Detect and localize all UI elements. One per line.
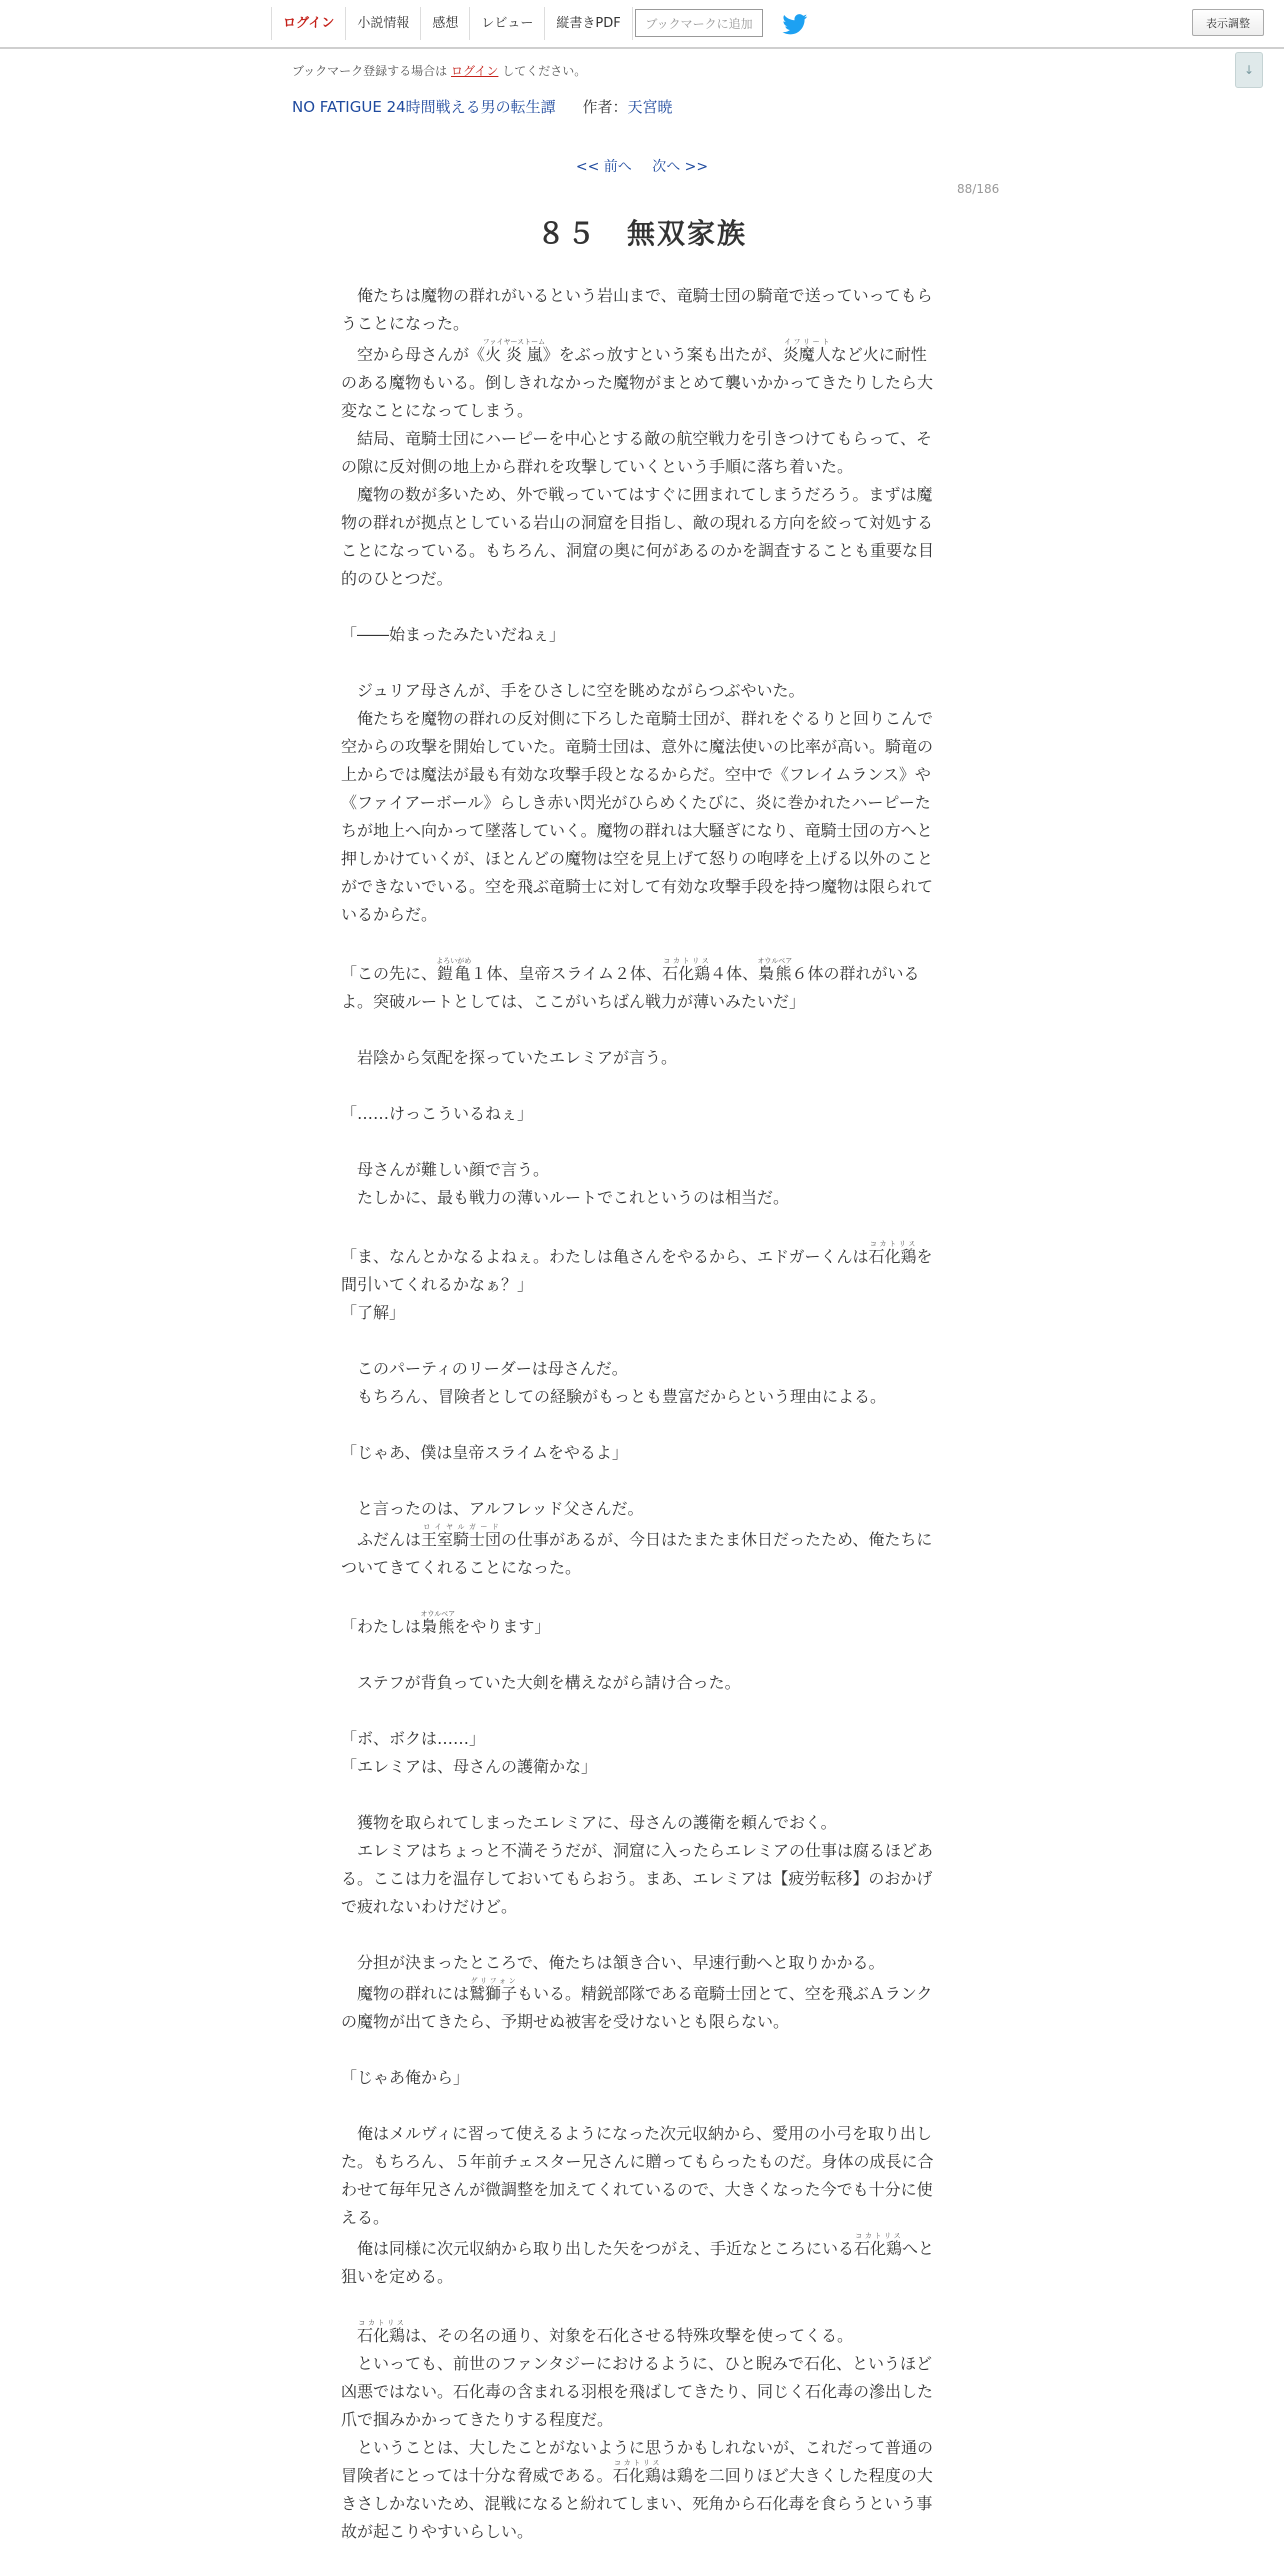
top-header [0,0,1284,49]
novel-title-link[interactable]: NO FATIGUE 24時間戦える男の転生譚 [292,98,556,116]
body-paragraph: 「じゃあ、僕は皇帝スライムをやるよ」 [341,1443,628,1462]
blank-line [341,1582,935,1610]
body-paragraph: もちろん、冒険者としての経験がもっとも豊富だからという理由による。 [341,1387,886,1406]
arrow-down-icon[interactable]: ↓ [1235,52,1263,88]
nav-vertical-pdf[interactable]: 縦書きPDF [545,7,632,40]
blank-line [341,1128,935,1156]
notice-login-link[interactable]: ログイン [451,64,499,78]
body-paragraph: ふだんは王室騎士団ロイヤルガードの仕事があるが、今日はたまたま休日だったため、俺たちについてきてくれることになった。 [341,1523,933,1577]
ruby-text: 石化鶏コカトリス [612,2459,661,2485]
body-paragraph: 魔物の群れには鷲獅子グリフォンもいる。精鋭部隊である竜騎士団とて、空を飛ぶＡランクの魔物が出てきたら、予期せぬ被害を受けないとも限らない。 [341,1977,933,2031]
body-paragraph: 「……けっこういるねぇ」 [341,1104,534,1123]
blank-line [341,1781,935,1809]
nav-impressions[interactable]: 感想 [421,7,470,40]
body-paragraph: ジュリア母さんが、手をひさしに空を眺めながらつぶやいた。 [341,681,805,700]
body-paragraph: 空から母さんが《火炎嵐ファイヤーストーム》をぶっ放すという案も出たが、炎魔人イフリートなど火に耐性のある魔物もいる。倒しきれなかった魔物がまとめて襲いかかってきたりしたら大変なことになってしまう。 [341,338,934,420]
chapter-title: ８５ 無双家族 [536,217,747,250]
ruby-text: 梟熊オウルベア [757,957,793,983]
body-paragraph: エレミアはちょっと不満そうだが、洞窟に入ったらエレミアの仕事は腐るほどある。ここは力を温存しておいてもらおう。まあ、エレミアは【疲労転移】のおかげで疲れないわけだけど。 [341,1841,934,1916]
ruby-text: 石化鶏コカトリス [868,1240,917,1266]
body-paragraph: たしかに、最も戦力の薄いルートでこれというのは相当だ。 [341,1188,790,1207]
body-paragraph: 「――始まったみたいだねぇ」 [341,625,566,644]
body-paragraph: 「ま、なんとかなるよねぇ。わたしは亀さんをやるから、エドガーくんは石化鶏コカトリスを間引いてくれるかなぁ？」 [341,1240,933,1294]
blank-line [341,649,935,677]
ruby-text: 炎魔人イフリート [782,338,831,364]
chapter-pager [0,156,1284,176]
body-paragraph: ステフが背負っていた大剣を構えながら請け合った。 [341,1673,741,1692]
ruby-text: 石化鶏コカトリス [853,2232,902,2258]
body-paragraph: ということは、大したことがないように思うかもしれないが、これだって普通の冒険者にとっては十分な脅威である。石化鶏コカトリスは鶏を二回りほど大きくした程度の大きさしかないため、混戦になると紛れてしまい、死角から石化毒を食らうという事故が起こりやすいらしい。 [341,2438,934,2541]
blank-line [341,1697,935,1725]
body-paragraph: 俺は同様に次元収納から取り出した矢をつがえ、手近なところにいる石化鶏コカトリスへと狙いを定める。 [341,2232,934,2286]
author-link[interactable]: 天宮暁 [627,98,673,116]
body-paragraph: 俺たちを魔物の群れの反対側に下ろした竜騎士団が、群れをぐるりと回りこんで空からの攻撃を開始していた。竜騎士団は、意外に魔法使いの比率が高い。騎竜の上からでは魔法が最も有効な攻撃手段となるからだ。空中で《フレイムランス》や《ファイアーボール》らしき赤い閃光がひらめくたびに、炎に巻かれたハーピーたちが地上へ向かって墜落していく。魔物の群れは大騒ぎになり、竜騎士団の方へと押しかけていくが、ほとんどの魔物は空を見上げて怒りの咆哮を上げる以外のことができないでいる。空を飛ぶ竜騎士に対して有効な攻撃手段を持つ魔物は限られているからだ。 [341,709,934,924]
body-paragraph: 「この先に、鎧亀よろいがめ１体、皇帝スライム２体、石化鶏コカトリス４体、梟熊オウルベア６体の群れがいるよ。突破ルートとしては、ここがいちばん戦力が薄いみたいだ」 [341,957,920,1011]
ruby-text: 石化鶏コカトリス [357,2319,406,2345]
body-paragraph: 「ボ、ボクは……」 [341,1729,486,1748]
notice-prefix: ブックマーク登録する場合は [292,64,448,78]
nav-review[interactable]: レビュー [470,7,545,40]
login-notice [292,62,586,79]
ruby-text: 鷲獅子グリフォン [469,1977,518,2003]
body-paragraph: 母さんが難しい顔で言う。 [341,1160,550,1179]
body-paragraph: 「じゃあ俺から」 [341,2068,470,2087]
prev-chapter-link[interactable]: << 前へ [575,159,632,175]
body-paragraph: 獲物を取られてしまったエレミアに、母さんの護衛を頼んでおく。 [341,1813,837,1832]
ruby-text: 石化鶏コカトリス [662,957,711,983]
body-paragraph: といっても、前世のファンタジーにおけるように、ひと睨みで石化、というほど凶悪ではない。石化毒の含まれる羽根を飛ばしてきたり、同じく石化毒の滲出した爪で掴みかかってきたりする程度だ。 [341,2354,934,2429]
blank-line [341,1212,935,1240]
body-paragraph: と言ったのは、アルフレッド父さんだ。 [341,1499,644,1518]
author-label: 作者： [582,98,628,116]
nav-login[interactable]: ログイン [272,7,346,40]
novel-info [292,96,672,117]
nav-novel-info[interactable]: 小説情報 [346,7,421,40]
chapter-body [341,282,935,2546]
blank-line [341,2092,935,2120]
body-paragraph: 俺はメルヴィに習って使えるようになった次元収納から、愛用の小弓を取り出した。もちろん、５年前チェスター兄さんに贈ってもらったものだ。身体の成長に合わせて毎年兄さんが微調整を加えてくれているので、大きくなった今でも十分に使える。 [341,2124,934,2227]
blank-line [341,1016,935,1044]
add-bookmark-button[interactable]: ブックマークに追加 [635,9,763,37]
blank-line [341,593,935,621]
blank-line [341,1072,935,1100]
body-paragraph: 「わたしは梟熊オウルベアをやります」 [341,1610,551,1636]
body-paragraph: 分担が決まったところで、俺たちは頷き合い、早速行動へと取りかかる。 [341,1953,885,1972]
body-paragraph: 魔物の数が多いため、外で戦っていてはすぐに囲まれてしまうだろう。まずは魔物の群れが拠点としている岩山の洞窟を目指し、敵の現れる方向を絞って対処することになっている。もちろん、洞窟の奥に何があるのかを調査することも重要な目的のひとつだ。 [341,485,934,588]
blank-line [341,2291,935,2319]
body-paragraph: 岩陰から気配を探っていたエレミアが言う。 [341,1048,678,1067]
blank-line [341,929,935,957]
header-nav [271,7,633,40]
body-paragraph: 「了解」 [341,1303,406,1322]
blank-line [341,1641,935,1669]
notice-suffix: してください。 [502,64,587,78]
blank-line [341,2036,935,2064]
page-count: 88/186 [957,182,1000,196]
body-paragraph: このパーティのリーダーは母さんだ。 [341,1359,628,1378]
next-chapter-link[interactable]: 次へ >> [652,159,709,175]
blank-line [341,1467,935,1495]
twitter-bird-icon[interactable] [782,14,808,35]
blank-line [341,1411,935,1439]
body-paragraph: 「エレミアは、母さんの護衛かな」 [341,1757,598,1776]
body-paragraph: 石化鶏コカトリスは、その名の通り、対象を石化させる特殊攻撃を使ってくる。 [357,2319,854,2345]
ruby-text: 鎧亀よろいがめ [436,957,472,983]
blank-line [341,1921,935,1949]
body-paragraph: 結局、竜騎士団にハーピーを中心とする敵の航空戦力を引きつけてもらって、その隙に反対側の地上から群れを攻撃していくという手順に落ち着いた。 [341,429,933,476]
ruby-text: 火炎嵐ファイヤーストーム [482,338,546,364]
ruby-text: 梟熊オウルベア [420,1610,456,1636]
ruby-text: 王室騎士団ロイヤルガード [421,1523,502,1549]
display-settings-button[interactable]: 表示調整 [1192,9,1264,36]
body-paragraph: 俺たちは魔物の群れがいるという岩山まで、竜騎士団の騎竜で送っていってもらうことになった。 [341,286,933,333]
blank-line [341,1327,935,1355]
